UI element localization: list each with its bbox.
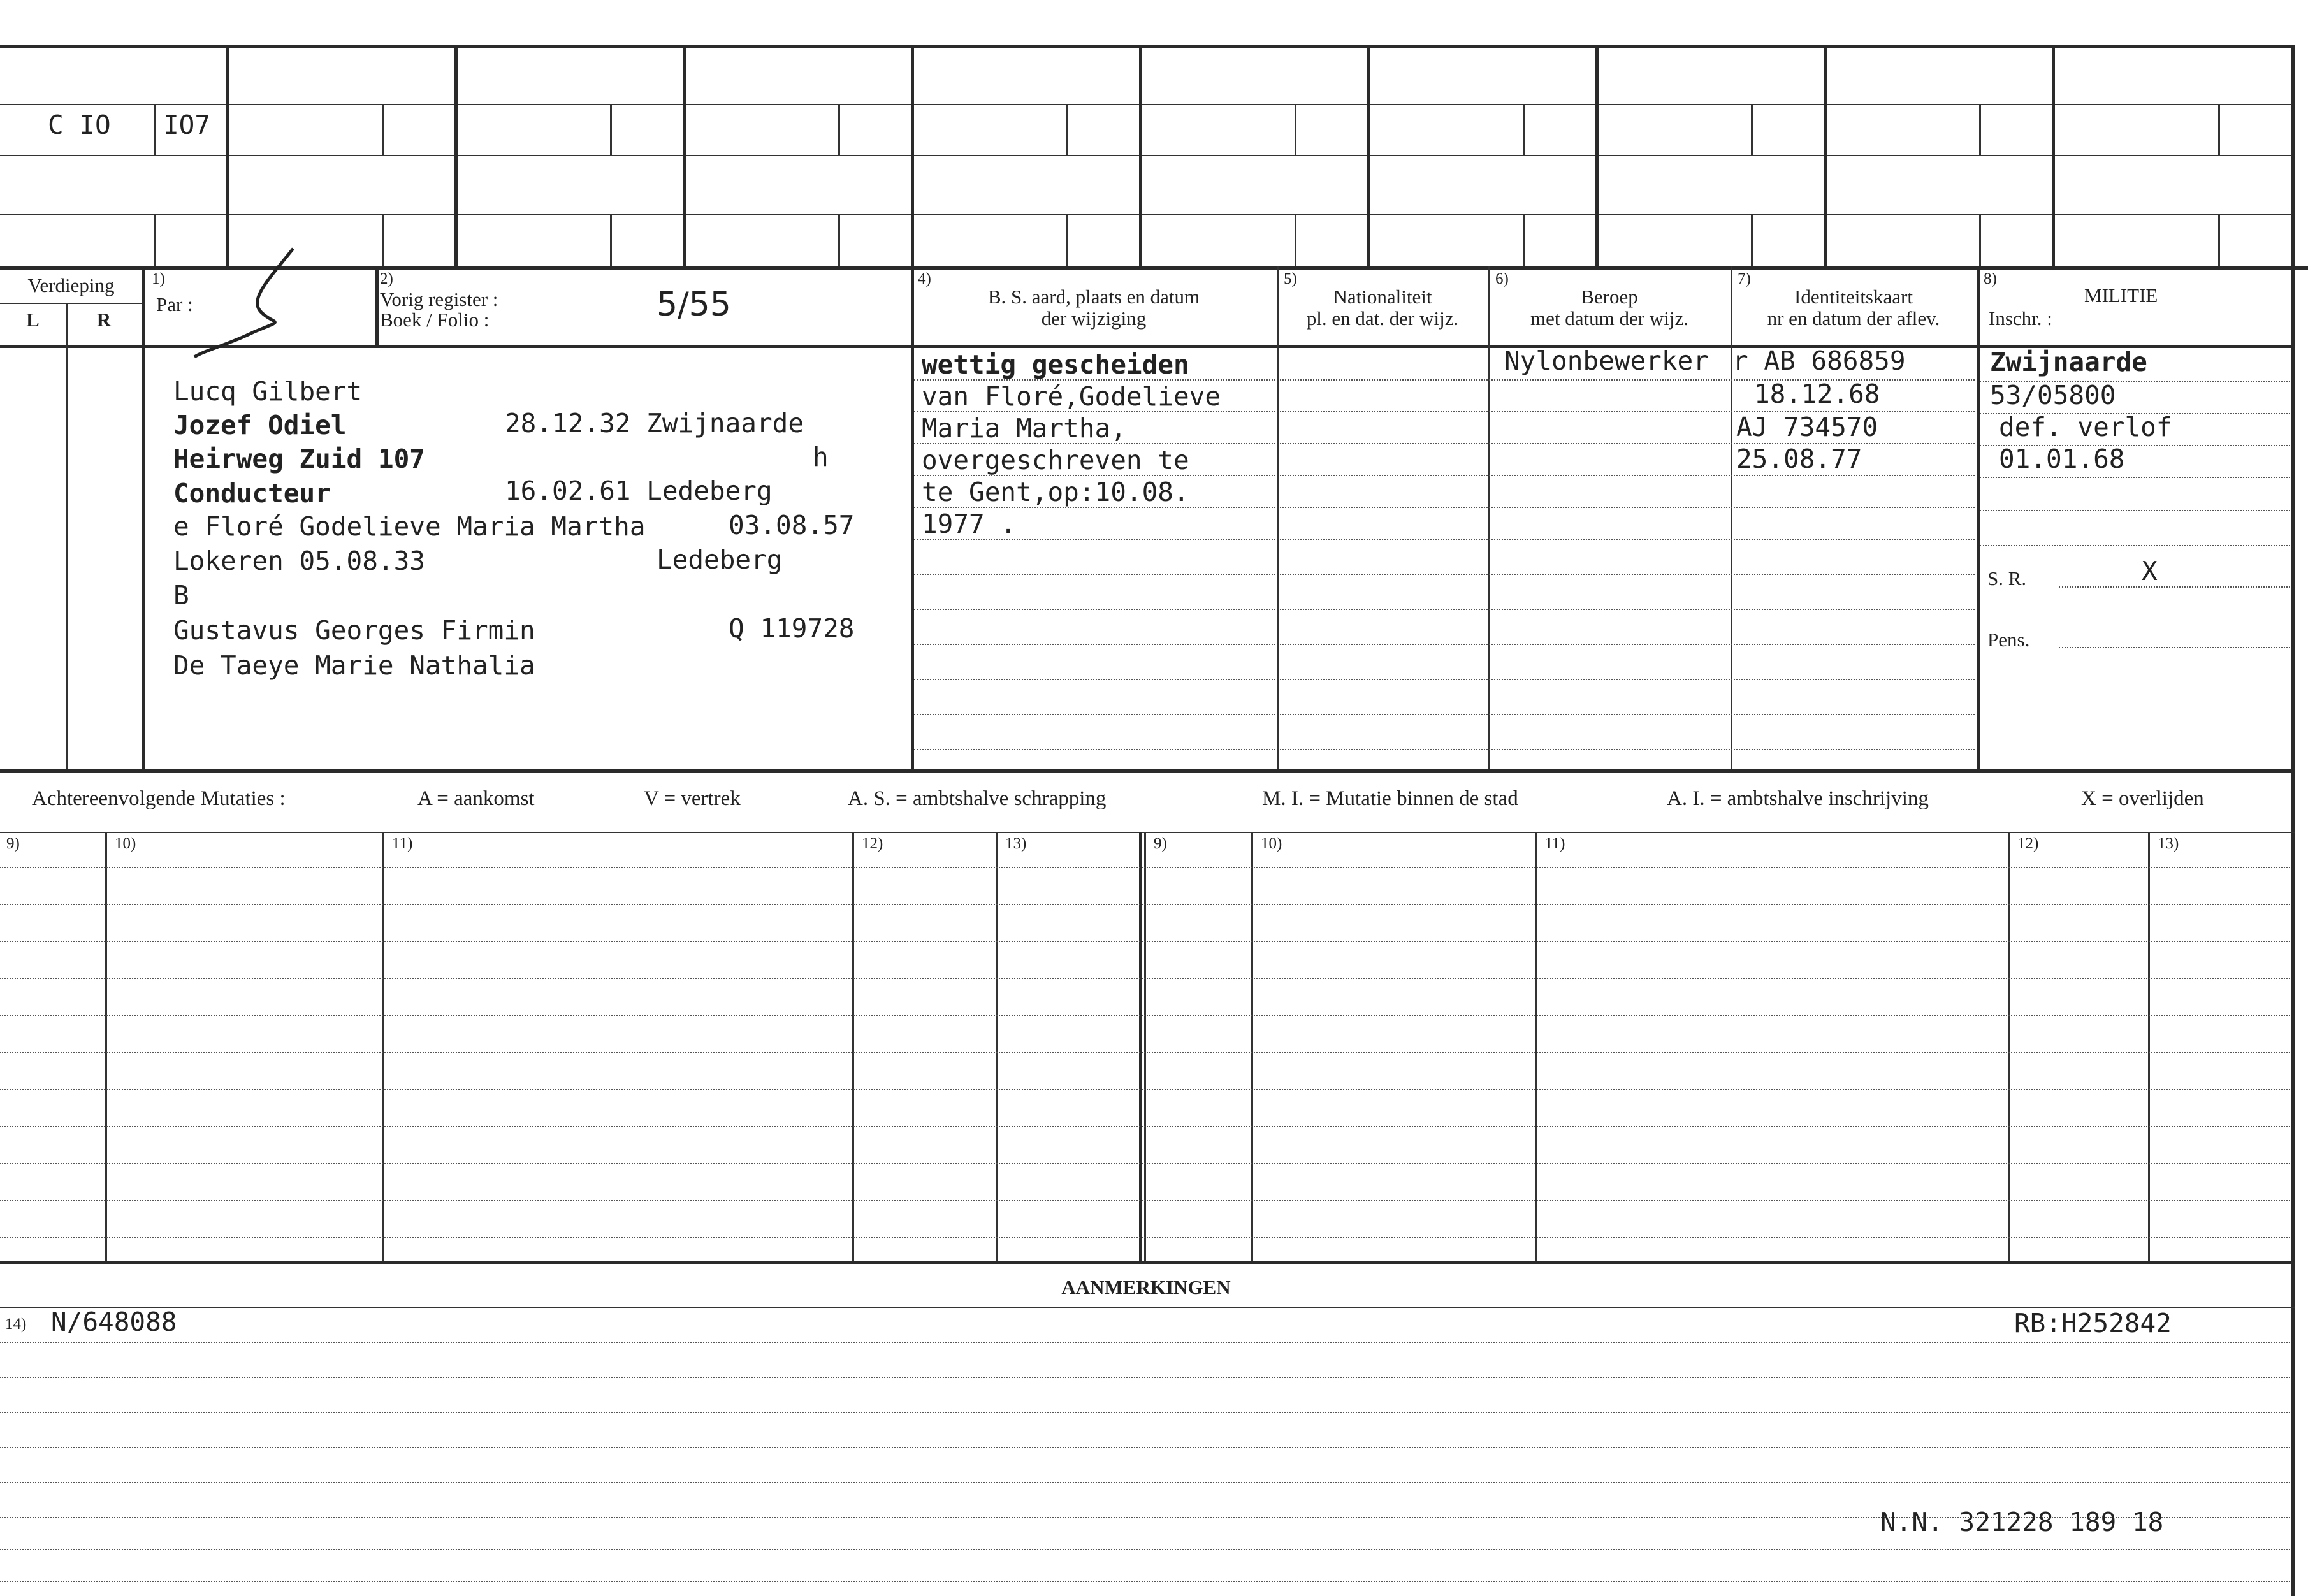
mutation-col-12: 12) [862,835,883,852]
column-divider-4 [911,266,914,770]
row-line [2059,586,2290,588]
mutation-row-line [0,1200,2290,1201]
sr-label: S. R. [1987,567,2027,590]
top-grid-subdivider [838,104,840,155]
remarks-number: N/648088 [51,1307,177,1337]
vorig-register-label: Vorig register : [380,288,498,310]
top-grid-divider [2052,45,2055,266]
top-grid-divider [683,45,686,266]
legend-departure: V = vertrek [644,787,741,810]
mutation-column-divider [1535,832,1537,1262]
occupation-date: 16.02.61 Ledeberg [505,475,773,506]
address: Heirweg Zuid 107 [173,444,425,474]
field-number-7: 7) [1738,270,1751,287]
civil-status-line-2: van Floré,Godelieve [922,381,1221,412]
column-divider-1 [142,266,145,770]
marriage-date: 03.08.57 [729,510,855,540]
top-border [0,45,2295,48]
mutation-column-divider [2008,832,2010,1262]
militia-line-2: 53/05800 [1990,380,2116,410]
address-mark: h [813,442,829,472]
row-line [1280,507,1975,508]
handwritten-flourish-icon [191,242,319,363]
row-line [1280,749,1975,750]
column-divider-7 [1731,266,1732,770]
remarks-header-line [0,1307,2295,1308]
row-line [1280,574,1975,575]
top-grid-subdivider [610,104,612,155]
legend-registration: A. I. = ambtshalve inschrijving [1667,787,1929,810]
top-grid-subdivider [154,104,156,155]
civil-status-line-3: Maria Martha, [922,413,1126,444]
top-grid-subdivider [2218,104,2220,155]
top-grid-subdivider [1979,214,1981,266]
right-label: R [96,308,112,331]
top-grid-subdivider [1979,104,1981,155]
field-number-2: 2) [380,270,393,287]
top-grid-subdivider [610,214,612,266]
remarks-row-line [0,1377,2290,1378]
mutation-row-line [0,1126,2290,1127]
mutation-col-12-right: 12) [2017,835,2039,852]
mutation-center-divider [1144,832,1146,1262]
top-grid-divider [454,45,458,266]
identity-card-line-1: r AB 686859 [1732,345,1906,376]
row-line [914,714,1275,715]
inschr-label: Inschr. : [1989,307,2052,330]
mutation-center-divider [1139,832,1142,1262]
profession-value: Nylonbewerker [1504,345,1709,376]
identity-header-line2: nr en datum der aflev. [1767,307,1940,330]
mutation-col-9: 9) [6,835,20,852]
person-given-names: Jozef Odiel [173,410,347,440]
field-number-5: 5) [1284,270,1297,287]
row-line [2059,647,2290,648]
row-line [914,679,1275,680]
top-grid-divider [911,45,914,266]
top-grid-subdivider [154,214,156,266]
top-grid-subdivider [1751,104,1753,155]
mutation-row-line [0,941,2290,942]
top-grid-divider [1367,45,1370,266]
bs-header-line2: der wijziging [1041,307,1147,330]
row-line [914,749,1275,750]
top-grid-subdivider [1295,104,1296,155]
mutation-col-10: 10) [115,835,136,852]
mutation-column-divider [2148,832,2150,1262]
top-grid-subdivider [838,214,840,266]
row-line [1280,609,1975,610]
header-bottom-border [0,345,2295,348]
par-label: Par : [156,293,193,316]
profession-header-line1: Beroep [1581,286,1638,308]
militia-header: MILITIE [2084,284,2158,307]
remarks-row-line [0,1581,2290,1582]
header-top-border [0,266,2308,270]
mutation-row-line [0,1015,2290,1016]
father-name: Gustavus Georges Firmin [173,615,535,646]
nationality-header-line2: pl. en dat. der wijz. [1306,307,1459,330]
mutation-row-line [0,1237,2290,1238]
row-line [1980,545,2290,546]
top-grid-line [0,214,2292,215]
top-grid-subdivider [382,214,384,266]
section-divider [0,769,2295,773]
identity-card-line-4: 25.08.77 [1736,444,1862,474]
top-grid-subdivider [1751,214,1753,266]
mutation-column-divider [852,832,854,1262]
mutation-row-line [0,867,2290,868]
row-line [1280,714,1975,715]
field-number-8: 8) [1984,270,1997,287]
spouse: e Floré Godelieve Maria Martha [173,511,646,542]
mutation-column-divider [105,832,107,1262]
row-line [1280,644,1975,645]
civil-status-line-4: overgeschreven te [922,445,1189,475]
top-grid-line [0,104,2292,105]
top-grid-divider [1139,45,1142,266]
top-cell-number: IO7 [163,110,211,140]
top-grid-divider [1595,45,1599,266]
top-grid-divider [1824,45,1827,266]
remarks-row-line [0,1549,2290,1550]
mutation-col-9-right: 9) [1154,835,1167,852]
field-number-14: 14) [5,1316,27,1333]
reference-number: Q 119728 [729,613,855,644]
occupation: Conducteur [173,478,331,509]
remarks-row-line [0,1482,2290,1483]
mutation-col-13-right: 13) [2158,835,2179,852]
bs-header-line1: B. S. aard, plaats en datum [987,286,1200,308]
legend-arrival: A = aankomst [417,787,535,810]
mutation-row-line [0,1089,2290,1090]
top-grid-subdivider [1066,104,1068,155]
column-divider-6 [1488,266,1490,770]
row-line [1980,510,2290,511]
top-grid-subdivider [2218,214,2220,266]
nationality-header-line1: Nationaliteit [1333,286,1432,308]
remarks-top-border [0,1261,2295,1264]
marker-b: B [173,580,189,611]
mutation-col-13: 13) [1005,835,1027,852]
civil-status-line-1: wettig gescheiden [922,349,1189,380]
column-divider-5 [1277,266,1279,770]
identity-card-line-3: AJ 734570 [1736,412,1878,442]
militia-line-4: 01.01.68 [1999,444,2125,474]
row-line [914,609,1275,610]
mutation-col-10-right: 10) [1261,835,1282,852]
top-grid-subdivider [1295,214,1296,266]
pens-label: Pens. [1987,628,2030,651]
mutation-column-divider [996,832,998,1262]
person-name: Lucq Gilbert [173,376,363,407]
remarks-row-line [0,1342,2290,1343]
top-grid-divider [226,45,229,266]
identity-header-line1: Identiteitskaart [1794,286,1913,308]
verdieping-label: Verdieping [27,274,115,296]
militia-line-3: def. verlof [1999,412,2172,442]
civil-status-line-6: 1977 . [922,509,1017,539]
verdieping-subline [0,303,142,304]
top-grid-subdivider [382,104,384,155]
mutation-row-line [0,978,2290,979]
verdieping-divider [66,303,68,770]
boek-folio-label: Boek / Folio : [380,308,490,331]
militia-line-1: Zwijnaarde [1990,347,2147,377]
spouse-birth: Lokeren 05.08.33 [173,546,425,576]
birth-date-place: 28.12.32 Zwijnaarde [505,408,804,439]
remarks-row-line [0,1412,2290,1413]
boek-folio-value: 5/55 [657,286,731,324]
mutations-header-line [0,832,2295,833]
mutations-title: Achtereenvolgende Mutaties : [32,787,286,810]
legend-removal: A. S. = ambtshalve schrapping [848,787,1107,810]
remarks-rb: RB:H252842 [2014,1308,2172,1338]
profession-header-line2: met datum der wijz. [1530,307,1688,330]
row-line [914,644,1275,645]
legend-death: X = overlijden [2081,787,2204,810]
mutation-row-line [0,904,2290,905]
row-line [1280,475,1975,476]
civil-status-line-5: te Gent,op:10.08. [922,477,1189,507]
top-grid-subdivider [1523,104,1525,155]
mutation-col-11-right: 11) [1544,835,1565,852]
top-grid-line [0,155,2292,156]
left-label: L [26,308,40,331]
field-number-6: 6) [1495,270,1509,287]
national-number: N.N. 321228 189 18 [1880,1507,2164,1537]
remarks-row-line [0,1447,2290,1448]
row-line [1280,679,1975,680]
mutation-column-divider [382,832,384,1262]
sr-value: X [2142,556,2158,586]
column-divider-8 [1977,266,1980,770]
top-grid-subdivider [1523,214,1525,266]
legend-internal-move: M. I. = Mutatie binnen de stad [1262,787,1518,810]
spouse-town: Ledeberg [657,544,783,575]
mutation-column-divider [1251,832,1253,1262]
row-line [914,574,1275,575]
mutation-row-line [0,1163,2290,1164]
row-line [1980,477,2290,478]
row-line [1280,443,1975,444]
top-cell-code: C IO [48,110,111,140]
field-number-1: 1) [152,270,165,287]
top-grid-subdivider [1066,214,1068,266]
mutation-col-11: 11) [392,835,413,852]
right-border [2291,45,2295,1596]
mutation-row-line [0,1052,2290,1053]
column-divider-2 [375,266,379,345]
identity-card-line-2: 18.12.68 [1754,379,1880,409]
row-line [1280,539,1975,540]
field-number-4: 4) [918,270,931,287]
remarks-title: AANMERKINGEN [1061,1276,1231,1298]
mother-name: De Taeye Marie Nathalia [173,650,535,681]
